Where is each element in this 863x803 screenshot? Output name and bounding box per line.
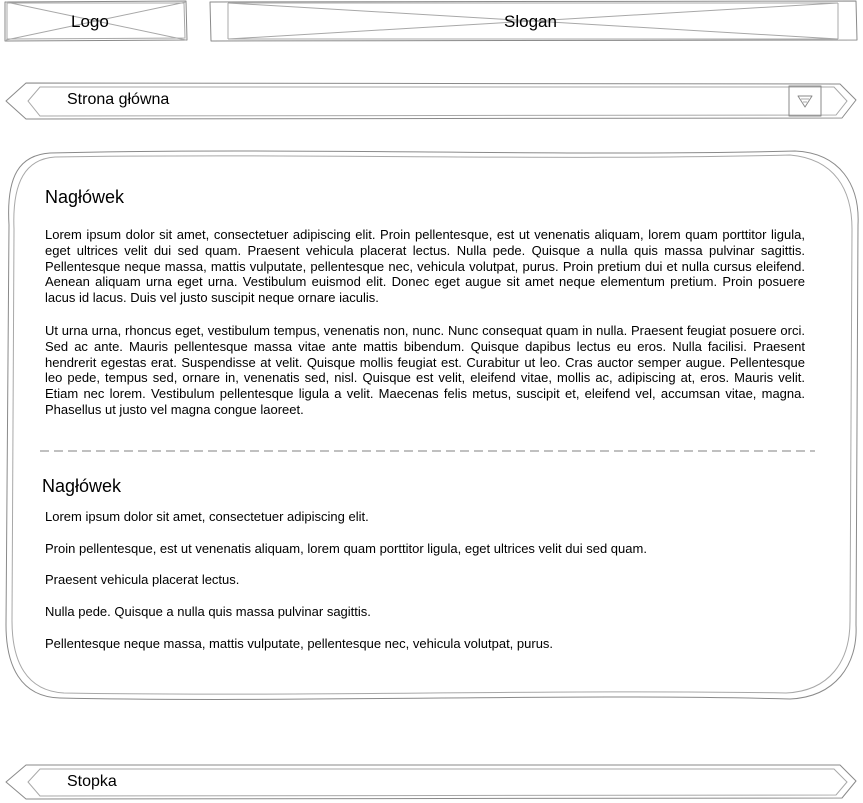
navigation-bar bbox=[4, 80, 859, 122]
list-item: Pellentesque neque massa, mattis vulputate, pellentesque nec, vehicula volutpat, purus. bbox=[45, 636, 554, 651]
section-heading-2: Nagłówek bbox=[42, 476, 122, 496]
logo-label: Logo bbox=[71, 12, 109, 31]
list-item: Nulla pede. Quisque a nulla quis massa pulvinar sagittis. bbox=[45, 604, 371, 619]
slogan-placeholder bbox=[208, 0, 860, 43]
footer-label: Stopka bbox=[67, 773, 117, 790]
section-1-paragraph-1: Lorem ipsum dolor sit amet, consectetuer adipiscing elit. Proin pellentesque, est ut venenatis aliquam, lorem quam porttitor ligula, eget ultrices velit dui sed quam. Praesent vehicula placerat lectus. Nulla pede. Quisque a nulla quis massa pulvinar sagittis. Pellentesque neque massa, mattis vulputate, pellentesque nec, vehicula volutpat, purus. Proin pretium dui et nulla cursus eleifend. Aenean aliquam urna eget urna. Vestibulum euismod elit. Donec eget augue sit amet neque elementum pretium. Proin posuere lacus id lacus. Duis vel justo suscipit neque ornare iaculis. bbox=[45, 227, 805, 306]
section-1-paragraph-2: Ut urna urna, rhoncus eget, vestibulum tempus, venenatis non, nunc. Nunc consequat quam in nulla. Praesent feugiat posuere orci. Sed ac ante. Mauris pellentesque massa vitae ante mattis bibendum. Quisque dapibus lectus eu eros. Nulla facilisi. Praesent hendrerit egestas erat. Suspendisse at velit. Quisque mollis feugiat est. Curabitur ut leo. Cras auctor semper augue. Pellentesque leo pede, tempus sed, ornare in, venenatis sed, nisl. Quisque est velit, eleifend vitae, mollis ac, adipiscing at, eros. Mauris velit. Etiam nec lorem. Vestibulum pellentesque ligula a velit. Maecenas felis metus, suscipit et, eleifend vel, accumsan vitae, magna. Phasellus ut justo vel magna congue laoreet. bbox=[45, 323, 805, 417]
nav-menu-button[interactable] bbox=[788, 85, 822, 117]
nav-item-home[interactable]: Strona główna bbox=[67, 91, 170, 108]
slogan-label: Slogan bbox=[504, 12, 557, 31]
dropdown-arrow-icon bbox=[788, 85, 822, 117]
section-heading-1: Nagłówek bbox=[45, 187, 125, 207]
logo-placeholder[interactable] bbox=[3, 0, 189, 43]
footer-bar bbox=[4, 762, 859, 802]
content-panel bbox=[0, 145, 863, 705]
list-item: Lorem ipsum dolor sit amet, consectetuer adipiscing elit. bbox=[45, 509, 369, 524]
list-item: Proin pellentesque, est ut venenatis aliquam, lorem quam porttitor ligula, eget ultrices velit dui sed quam. bbox=[45, 541, 647, 556]
list-item: Praesent vehicula placerat lectus. bbox=[45, 572, 240, 587]
